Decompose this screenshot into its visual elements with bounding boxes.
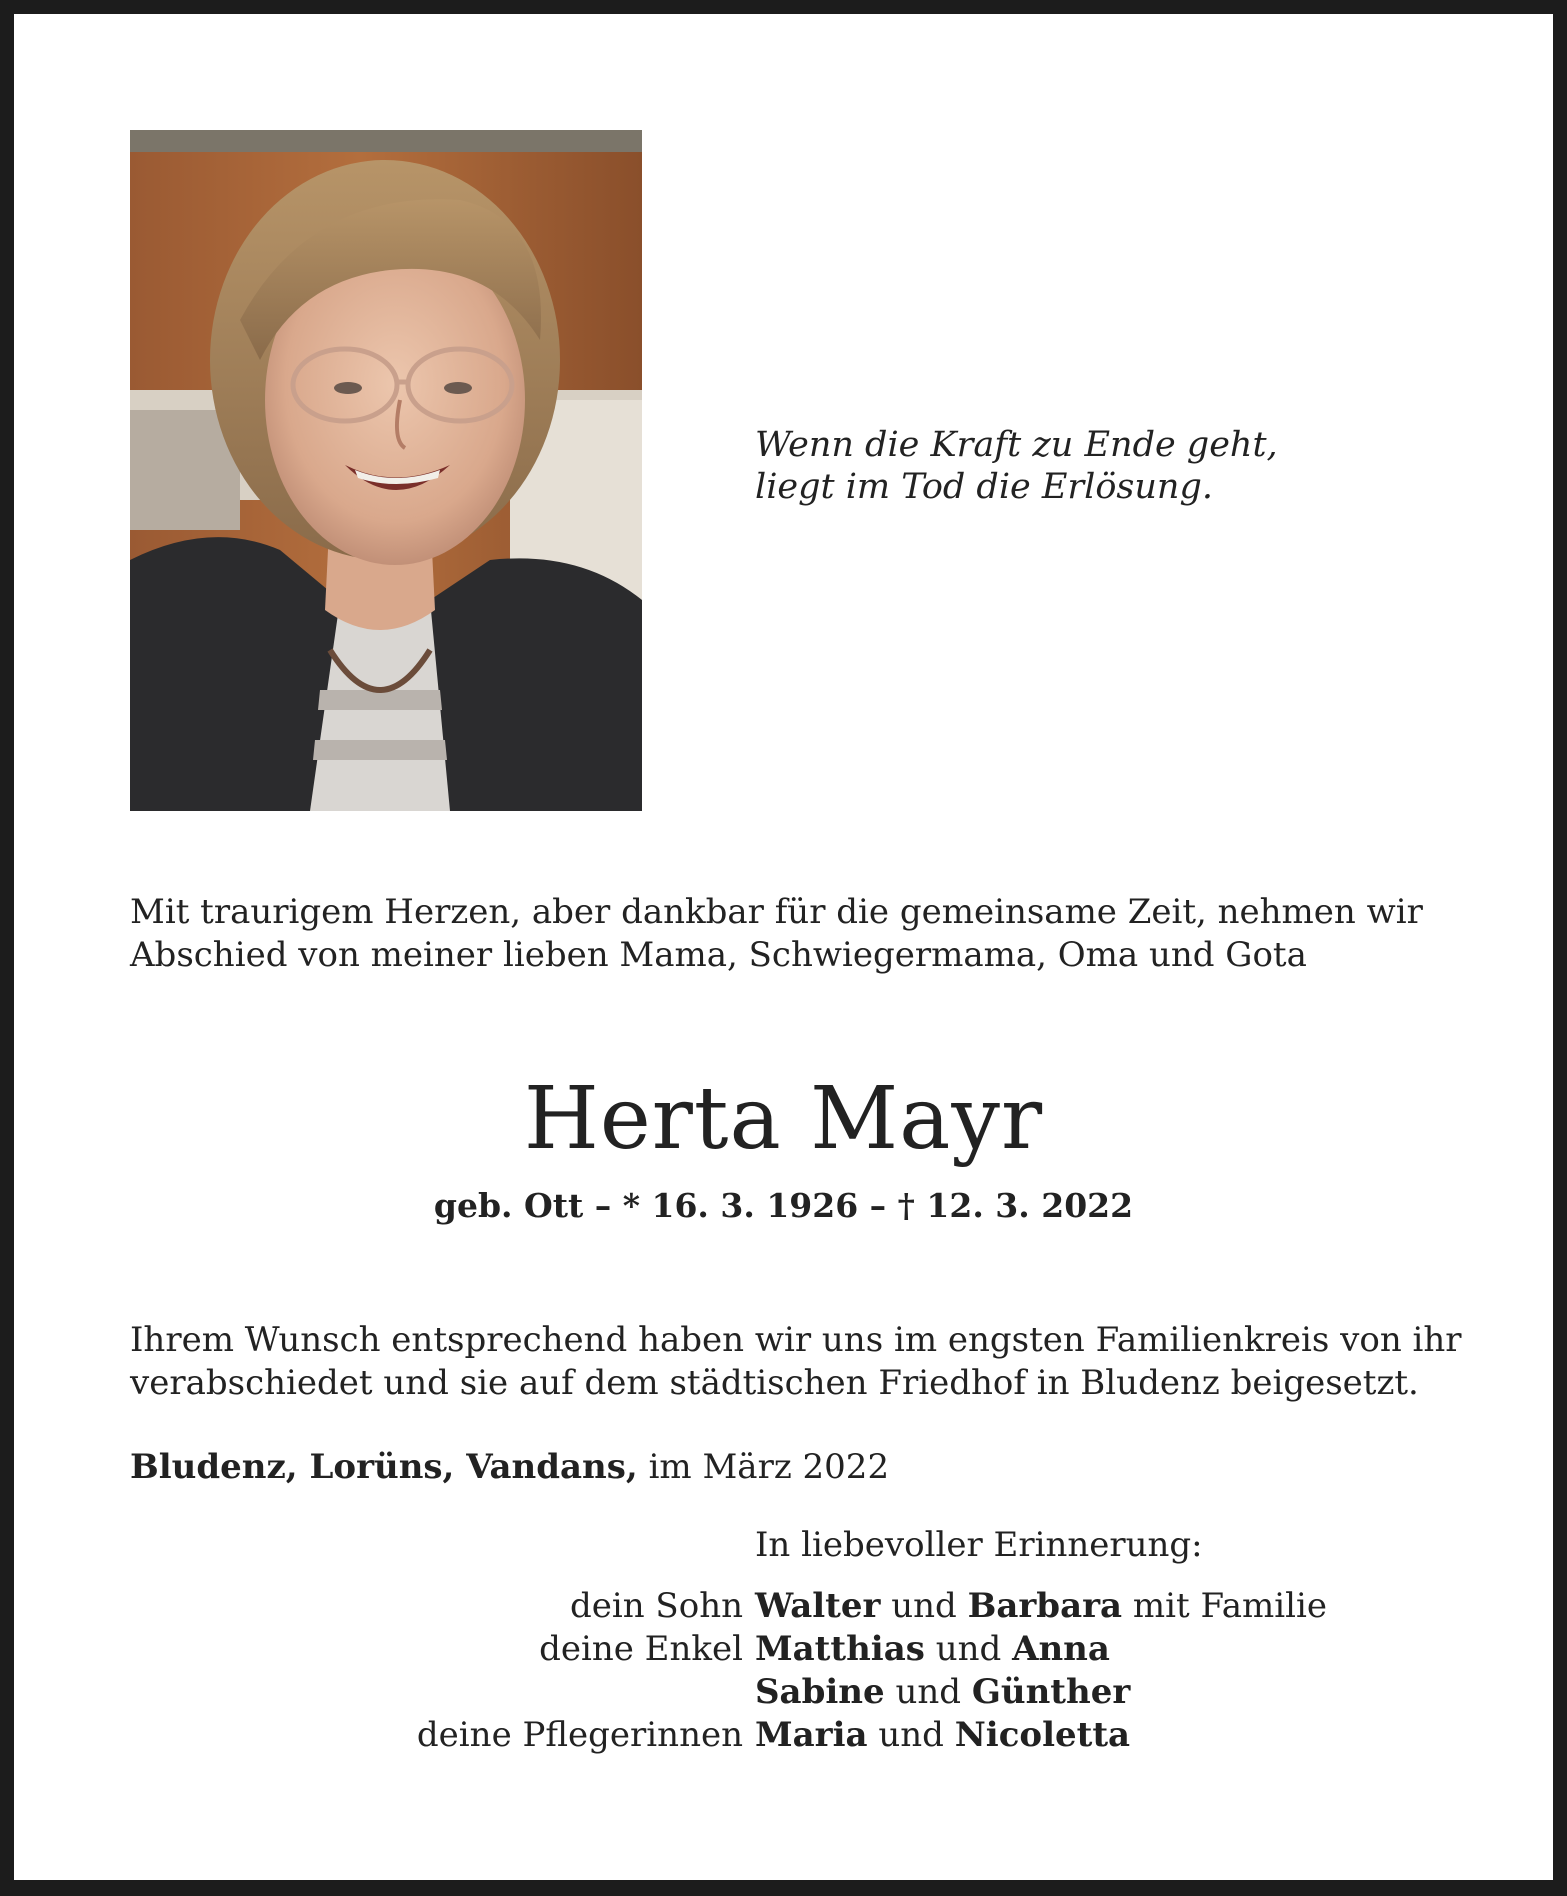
mourner-name: Anna: [1012, 1629, 1110, 1669]
motto-quote: [755, 424, 1278, 508]
mourner-relation: dein Sohn: [569, 1586, 743, 1626]
mourner-name: Maria: [755, 1715, 868, 1755]
mourner-relation: deine Pflegerinnen: [416, 1715, 743, 1755]
mourner-row: [130, 1671, 1460, 1714]
life-dates: geb. Ott – * 16. 3. 1926 – † 12. 3. 2022: [433, 1186, 1134, 1225]
mourner-name: Günther: [971, 1672, 1131, 1712]
mourner-row: [130, 1714, 1460, 1757]
mourner-names: [755, 1671, 1130, 1714]
mourner-relation: [130, 1671, 755, 1714]
place-and-date: [130, 1446, 889, 1489]
deceased-name: Herta Mayr: [523, 1069, 1044, 1169]
intro-text: [130, 891, 1460, 977]
mourner-conj: und: [895, 1672, 961, 1712]
mourner-name: Nicoletta: [954, 1715, 1131, 1755]
mourner-name: Matthias: [755, 1629, 925, 1669]
place-towns: Bludenz, Lorüns, Vandans,: [130, 1447, 638, 1487]
mourner-relation: deine Enkel: [539, 1629, 743, 1669]
place-date: im März 2022: [648, 1447, 890, 1487]
mourner-row: [130, 1628, 1460, 1671]
portrait-photo: [130, 130, 642, 811]
intro-line: Abschied von meiner lieben Mama, Schwiegermama, Oma und Gota: [130, 935, 1307, 975]
motto-line: Wenn die Kraft zu Ende geht,: [755, 425, 1278, 465]
mourner-conj: und: [891, 1586, 957, 1626]
intro-line: Mit traurigem Herzen, aber dankbar für die gemeinsame Zeit, nehmen wir: [130, 892, 1423, 932]
mourner-names: [755, 1714, 1130, 1757]
burial-message: [130, 1319, 1462, 1405]
message-line: verabschiedet und sie auf dem städtischen Friedhof in Bludenz beigesetzt.: [130, 1363, 1419, 1403]
mourner-name: Sabine: [755, 1672, 885, 1712]
mourner-conj: und: [935, 1629, 1002, 1669]
mourner-name: Barbara: [967, 1586, 1123, 1626]
mourner-row: [130, 1585, 1460, 1628]
motto-line: liegt im Tod die Erlösung.: [755, 467, 1213, 507]
message-line: Ihrem Wunsch entsprechend haben wir uns im engsten Familienkreis von ihr: [130, 1320, 1462, 1360]
mourner-names: [755, 1628, 1110, 1671]
mourner-names: [755, 1585, 1327, 1628]
mourner-conj: und: [878, 1715, 944, 1755]
mourner-suffix: mit Familie: [1132, 1586, 1327, 1626]
memory-label: In liebevoller Erinnerung:: [755, 1525, 1203, 1565]
mourners-list: [130, 1585, 1460, 1757]
obituary-notice: [14, 14, 1553, 1880]
mourner-name: Walter: [755, 1586, 881, 1626]
